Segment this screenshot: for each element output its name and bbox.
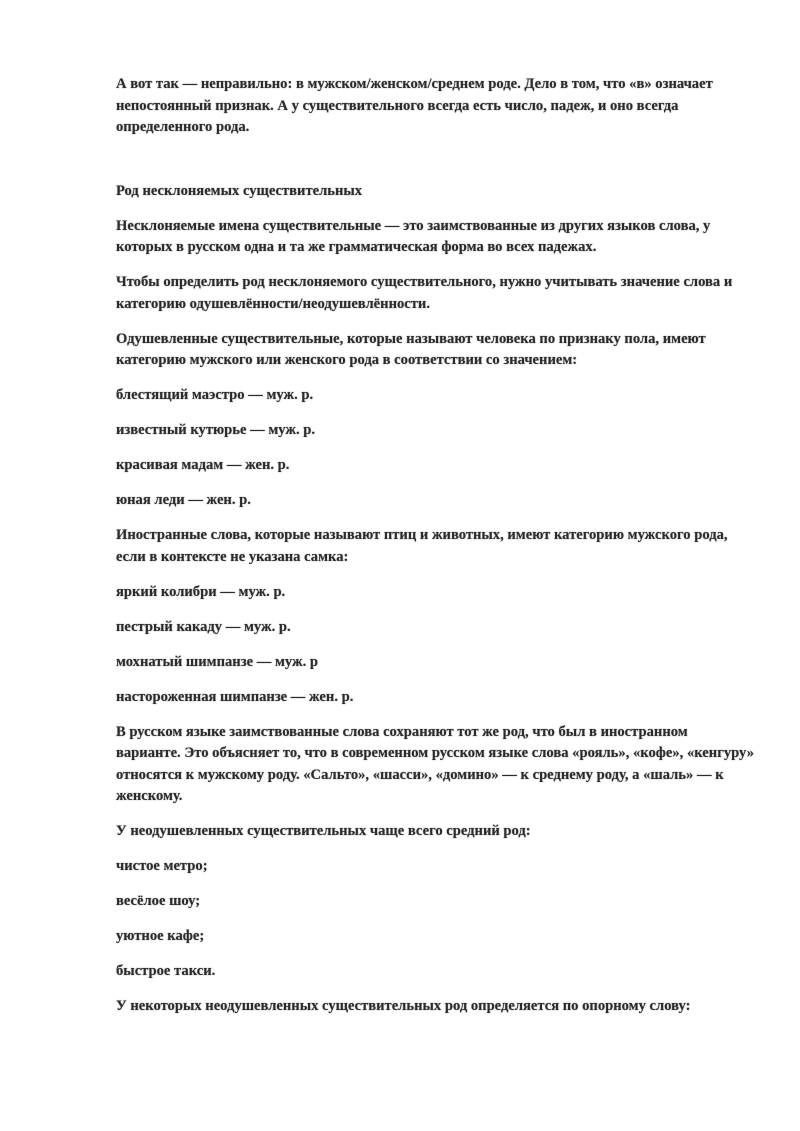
paragraph-reference-word: У некоторых неодушевленных существительных род определяется по опорному слову: — [116, 998, 691, 1014]
example-item: известный кутюрье — муж. р. — [116, 422, 316, 438]
paragraph-intro: А вот так — неправильно: в мужском/женском/среднем роде. Дело в том, что «в» означает непостоянный признак. А у существительного всегда есть число, падеж, и оно всегда определенного рода. — [116, 76, 713, 135]
example-item: быстрое такси. — [116, 963, 216, 979]
paragraph-how-to-determine: Чтобы определить род несклоняемого существительного, нужно учитывать значение слова и категорию одушевлённости/неодушевлённости. — [116, 274, 733, 312]
paragraph-definition: Несклоняемые имена существительные — это заимствованные из других языков слова, у которых в русском одна и та же грамматическая форма во всех падежах. — [116, 217, 711, 255]
example-item: яркий колибри — муж. р. — [116, 583, 286, 600]
section-heading: Род несклоняемых существительных — [116, 182, 363, 199]
example-item: весёлое шоу; — [116, 893, 201, 909]
document-body — [116, 74, 756, 1031]
example-item: пестрый какаду — муж. р. — [116, 618, 291, 635]
example-item: уютное кафе; — [116, 928, 205, 944]
paragraph-borrowed-words: В русском языке заимствованные слова сохраняют тот же род, что был в иностранном варианте. Это объясняет то, что в современном русском языке слова «рояль», «кофе», «кенгуру» относятся к мужскому роду. «Сальто», «шасси», «домино» — к среднему роду, а «шаль» — к женскому. — [116, 723, 754, 804]
paragraph-animate-persons: Одушевленные существительные, которые называют человека по признаку пола, имеют категорию мужского или женского рода в соответствии со значением: — [116, 330, 706, 368]
example-item: настороженная шимпанзе — жен. р. — [116, 688, 354, 705]
example-item: чистое метро; — [116, 858, 208, 874]
paragraph-inanimate: У неодушевленных существительных чаще всего средний род: — [116, 823, 531, 839]
example-item: юная леди — жен. р. — [116, 492, 251, 508]
example-item: блестящий маэстро — муж. р. — [116, 387, 314, 403]
example-item: мохнатый шимпанзе — муж. р — [116, 653, 318, 670]
example-item: красивая мадам — жен. р. — [116, 457, 290, 473]
paragraph-animals: Иностранные слова, которые называют птиц и животных, имеют категорию мужского рода, если в контексте не указана самка: — [116, 527, 728, 565]
